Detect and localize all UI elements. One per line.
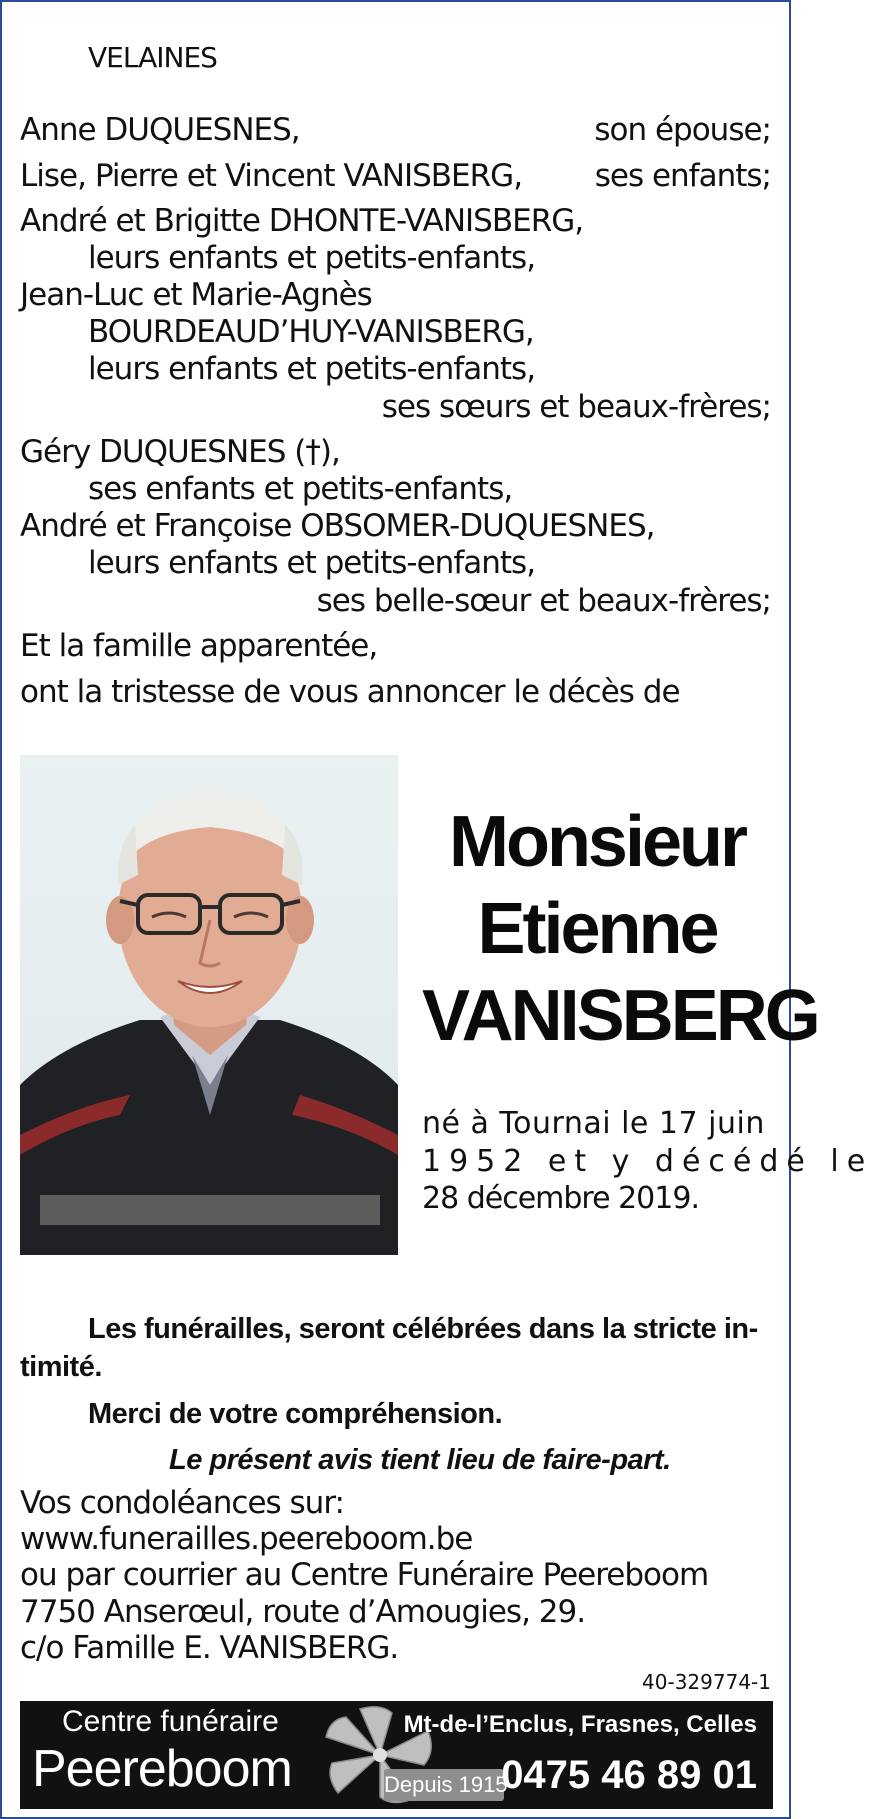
funeral-notice: Les funérailles, seront célébrées dans la stricte in- — [88, 1313, 758, 1345]
deceased-last-name: VANISBERG — [422, 976, 818, 1056]
family-line: Anne DUQUESNES, — [20, 112, 300, 148]
family-role: ses sœurs et beaux-frères; — [381, 389, 771, 425]
family-line: Jean-Luc et Marie-Agnès — [20, 277, 372, 313]
phone-number: 0475 46 89 01 — [501, 1753, 757, 1797]
family-line: leurs enfants et petits-enfants, — [88, 240, 536, 276]
deceased-first-name: Etienne — [477, 889, 717, 969]
brand-top: Centre funéraire — [62, 1705, 279, 1738]
locations: Mt-de-l’Enclus, Frasnes, Celles — [403, 1711, 757, 1738]
birth-line: 1952 et y décédé le — [422, 1144, 873, 1179]
birth-line: 28 décembre 2019. — [422, 1181, 699, 1216]
condolence-line: Vos condoléances sur: — [20, 1485, 344, 1521]
deceased-title: Monsieur — [448, 802, 746, 882]
family-line: leurs enfants et petits-enfants, — [88, 351, 536, 387]
condolence-line: ou par courrier au Centre Funéraire Peereboom — [20, 1557, 709, 1593]
family-role: ses belle-sœur et beaux-frères; — [316, 583, 771, 619]
reference-number: 40-329774-1 — [642, 1670, 771, 1694]
family-role: ses enfants; — [594, 158, 771, 194]
family-line: leurs enfants et petits-enfants, — [88, 545, 536, 581]
family-line: Lise, Pierre et Vincent VANISBERG, — [20, 158, 523, 194]
funeral-notice: timité. — [20, 1351, 102, 1383]
brand-name: Peereboom — [32, 1740, 292, 1798]
funeral-home-banner — [20, 1701, 773, 1809]
town-heading: VELAINES — [88, 41, 217, 74]
family-line: ont la tristesse de vous annoncer le décès de — [20, 674, 680, 710]
since-badge: Depuis 1915 — [384, 1769, 504, 1801]
family-line: André et Françoise OBSOMER-DUQUESNES, — [20, 508, 655, 544]
thanks-note: Merci de votre compréhension. — [88, 1398, 503, 1430]
family-role: son épouse; — [594, 112, 771, 148]
family-line: Géry DUQUESNES (†), — [20, 434, 340, 470]
portrait-photo — [20, 755, 398, 1255]
birth-line: né à Tournai le 17 juin — [422, 1106, 765, 1141]
family-line: Et la famille apparentée, — [20, 628, 378, 664]
condolence-line: c/o Famille E. VANISBERG. — [20, 1630, 399, 1666]
family-line: ses enfants et petits-enfants, — [88, 471, 513, 507]
faire-part-note: Le présent avis tient lieu de faire-part. — [169, 1444, 671, 1476]
family-line: BOURDEAUD’HUY-VANISBERG, — [88, 314, 534, 350]
condolence-line: 7750 Anserœul, route d’Amougies, 29. — [20, 1594, 586, 1630]
family-line: André et Brigitte DHONTE-VANISBERG, — [20, 203, 584, 239]
condolence-url: www.funerailles.peereboom.be — [20, 1521, 473, 1557]
